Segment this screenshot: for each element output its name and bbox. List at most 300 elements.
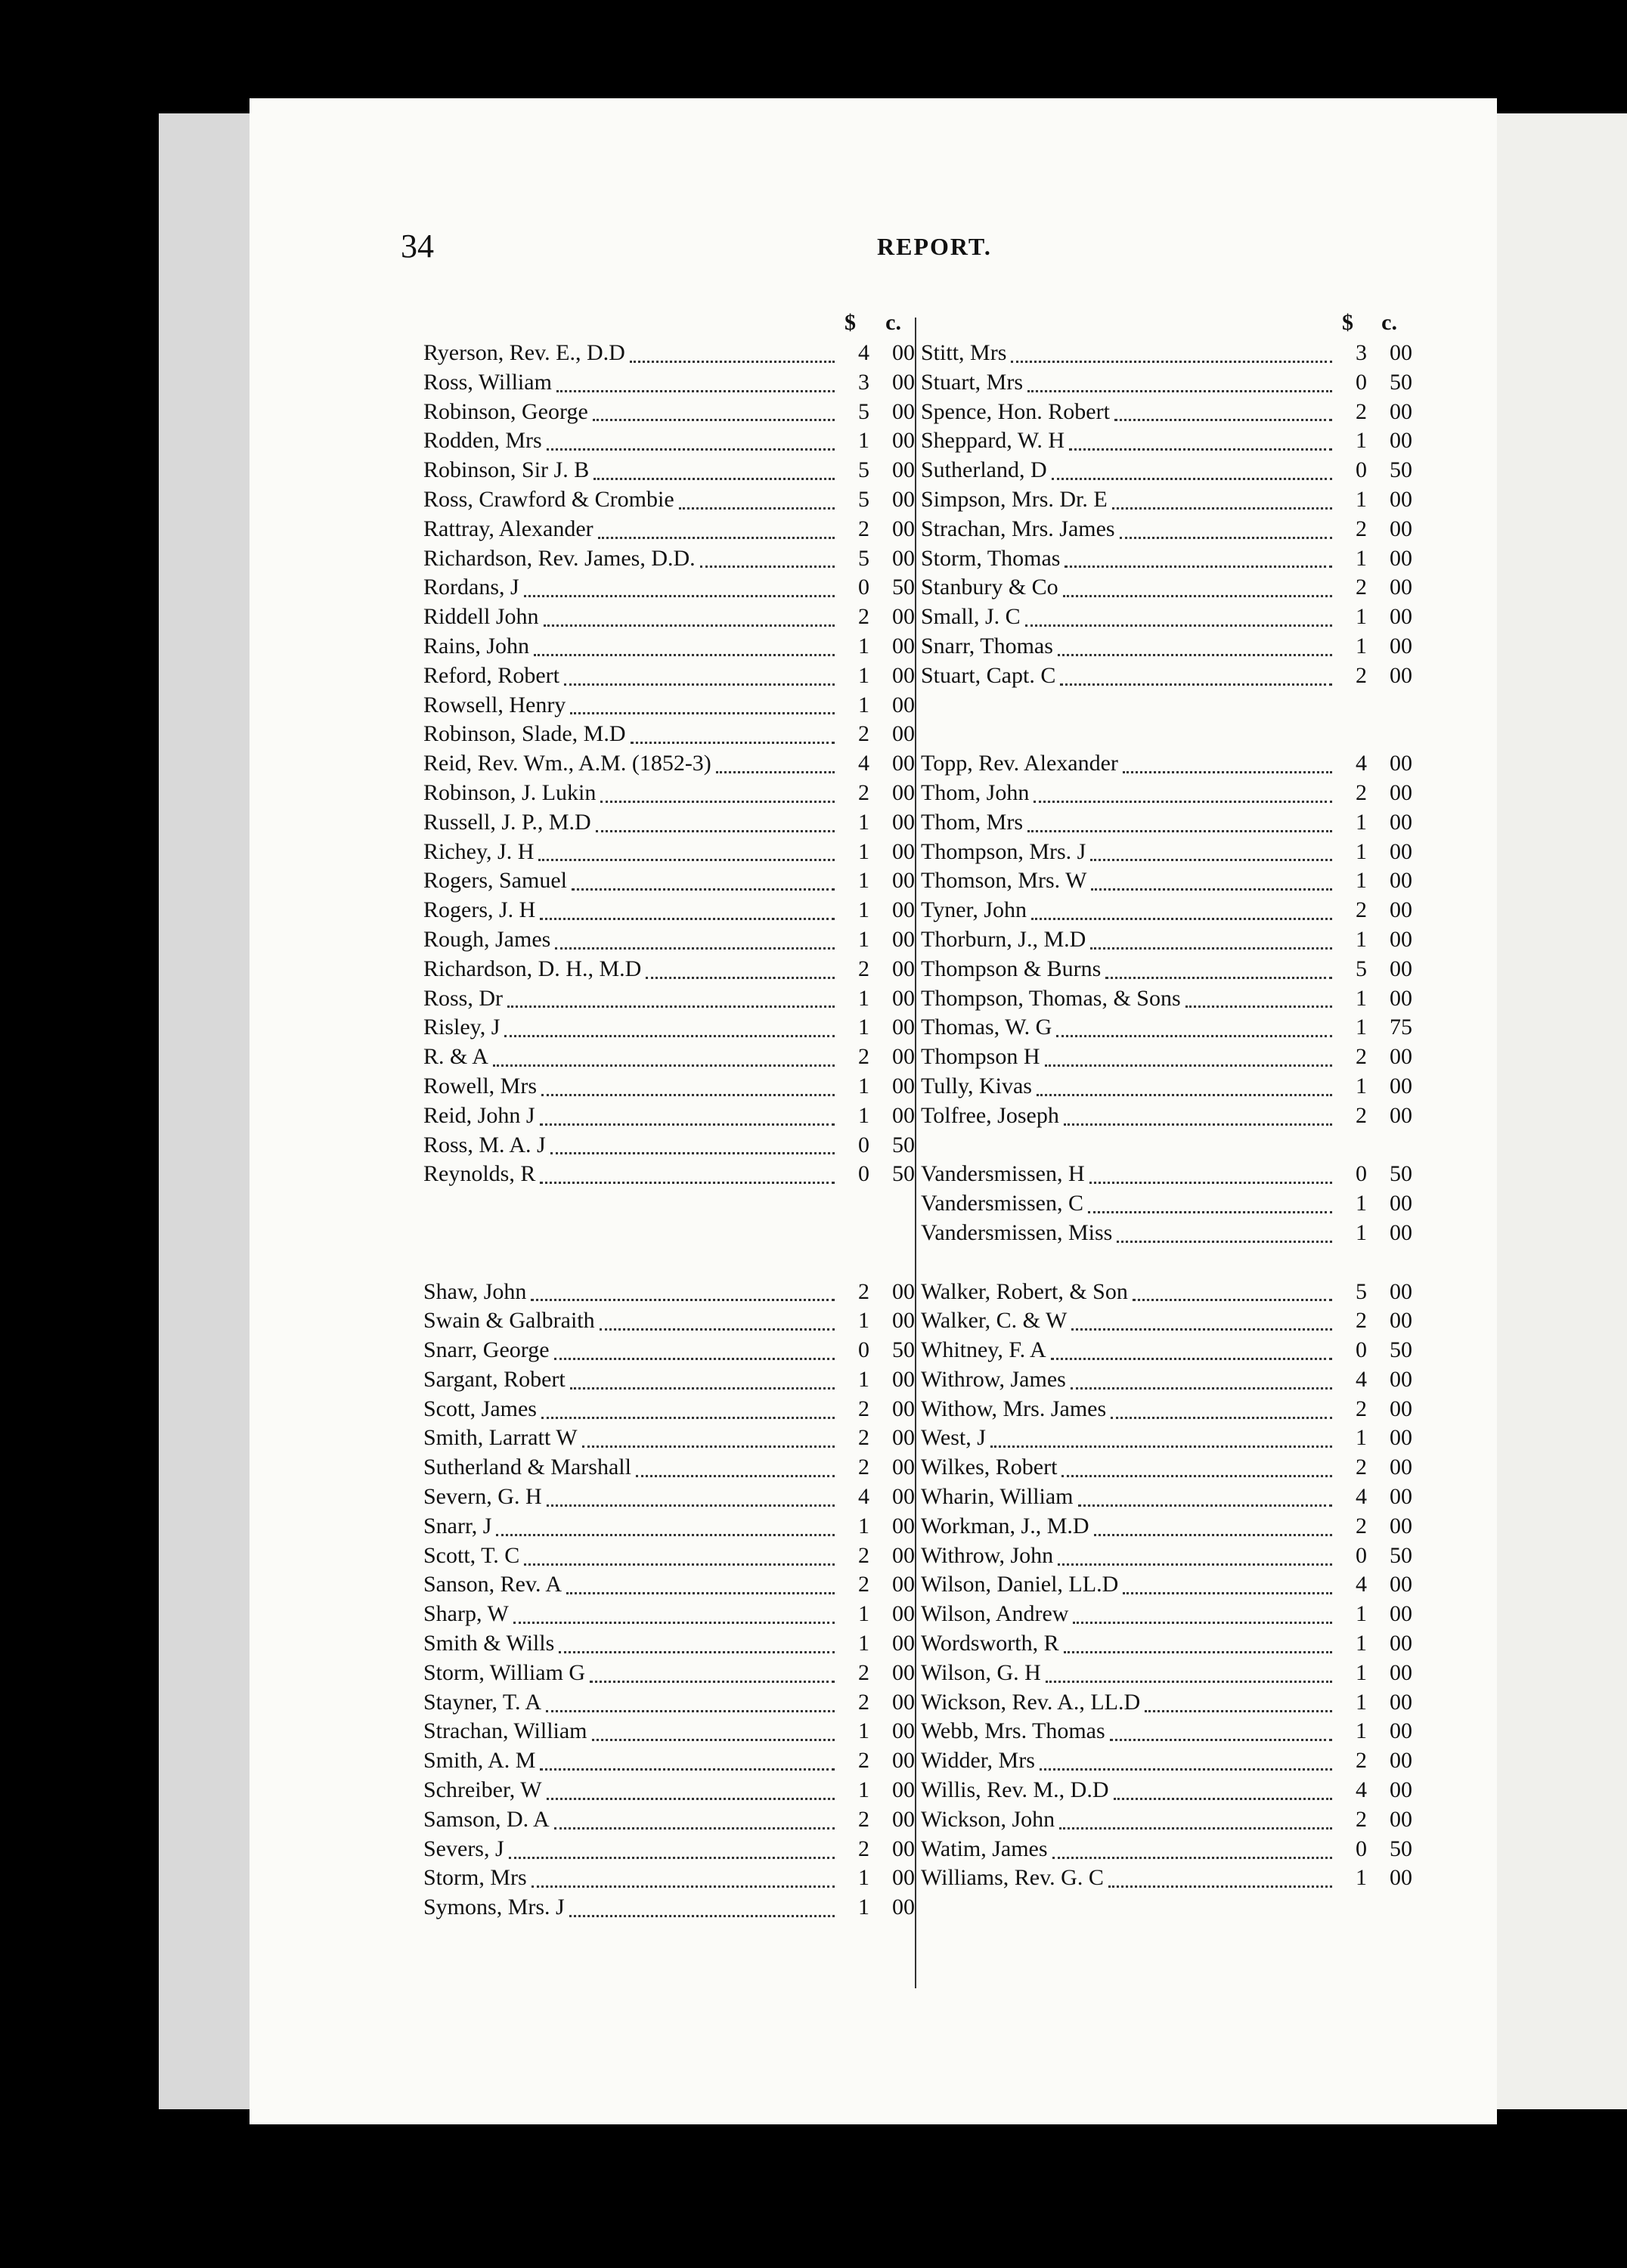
amount-cents: 00 (1390, 1513, 1412, 1538)
dot-leader (1133, 1282, 1332, 1301)
subscriber-row (423, 339, 915, 368)
amount-cents: 00 (1390, 1601, 1412, 1627)
amount-cents: 00 (1390, 1718, 1412, 1744)
subscriber-name: Thompson, Thomas, & Sons (921, 985, 1181, 1011)
amount-cents: 00 (1390, 1191, 1412, 1216)
subscriber-list-right (921, 339, 1435, 1893)
dot-leader (1056, 1018, 1332, 1037)
subscriber-row (921, 1013, 1435, 1043)
subscriber-name: Samson, D. A (423, 1806, 550, 1832)
amount-cents: 00 (1390, 897, 1412, 923)
document-page (249, 98, 1497, 2124)
amount-cents: 00 (892, 1601, 915, 1627)
amount-cents: 00 (892, 486, 915, 512)
amount-dollars: 4 (858, 751, 869, 776)
amount-cents: 00 (892, 1396, 915, 1421)
subscriber-row (423, 749, 915, 779)
subscriber-row (921, 485, 1435, 515)
dot-leader (1090, 931, 1332, 950)
subscriber-name: Storm, Mrs (423, 1865, 527, 1891)
running-head-title: REPORT. (877, 233, 992, 260)
amount-dollars: 2 (1356, 1044, 1367, 1070)
subscriber-name: Reid, Rev. Wm., A.M. (1852-3) (423, 751, 711, 776)
subscriber-name: Small, J. C (921, 604, 1021, 630)
amount-cents: 00 (892, 1366, 915, 1392)
amount-cents: 00 (1390, 868, 1412, 894)
amount-dollars: 5 (1356, 956, 1367, 981)
subscriber-name: Smith, A. M (423, 1748, 536, 1774)
amount-dollars: 3 (1356, 340, 1367, 365)
dot-leader (541, 1077, 835, 1096)
amount-dollars: 1 (1356, 428, 1367, 454)
amount-dollars: 1 (858, 1073, 869, 1098)
subscriber-row (423, 779, 915, 808)
amount-dollars: 2 (858, 779, 869, 805)
subscriber-row (423, 866, 915, 896)
amount-cents: 00 (892, 721, 915, 747)
amount-cents: 00 (892, 457, 915, 483)
amount-cents: 00 (1390, 1455, 1412, 1480)
amount-dollars: 1 (1356, 1219, 1367, 1245)
right-column (921, 310, 1435, 1893)
subscriber-row (921, 1864, 1435, 1893)
dot-leader (1027, 813, 1332, 832)
amount-cents: 00 (892, 428, 915, 454)
subscriber-name: Symons, Mrs. J (423, 1895, 565, 1920)
amount-cents: 00 (892, 1455, 915, 1480)
amount-dollars: 2 (1356, 1396, 1367, 1421)
dot-leader (540, 1165, 835, 1184)
subscriber-name: Thomas, W. G (921, 1015, 1052, 1040)
amount-dollars: 2 (1356, 662, 1367, 688)
dot-leader (593, 402, 835, 421)
dot-leader (631, 725, 835, 744)
subscriber-row (921, 1101, 1435, 1131)
subscriber-row (921, 544, 1435, 574)
dot-leader (1123, 754, 1332, 773)
amount-cents: 00 (892, 516, 915, 541)
amount-dollars: 0 (858, 1337, 869, 1363)
subscriber-name: Topp, Rev. Alexander (921, 751, 1118, 776)
subscriber-name: Shaw, John (423, 1278, 527, 1304)
subscriber-row (921, 1541, 1435, 1571)
amount-dollars: 1 (1356, 1073, 1367, 1098)
subscriber-row (423, 896, 915, 925)
dot-leader (507, 989, 835, 1008)
subscriber-name: Stanbury & Co (921, 575, 1058, 600)
amount-cents: 00 (892, 369, 915, 395)
subscriber-name: Stuart, Capt. C (921, 662, 1056, 688)
subscriber-name: Thompson & Burns (921, 956, 1102, 981)
subscriber-row (423, 1013, 915, 1043)
dot-leader (1120, 520, 1332, 539)
amount-dollars: 1 (858, 1015, 869, 1040)
amount-dollars: 1 (858, 633, 869, 658)
dot-leader (630, 344, 835, 363)
subscriber-row (423, 1512, 915, 1541)
dot-leader (547, 1781, 835, 1800)
subscriber-row (423, 1570, 915, 1600)
amount-dollars: 2 (1356, 1748, 1367, 1774)
subscriber-name: Rogers, J. H (423, 897, 536, 923)
subscriber-name: Thom, Mrs (921, 809, 1023, 835)
amount-cents: 00 (1390, 604, 1412, 630)
amount-cents: 00 (1390, 1484, 1412, 1510)
subscriber-name: Wilkes, Robert (921, 1455, 1058, 1480)
subscriber-name: Tolfree, Joseph (921, 1102, 1059, 1128)
subscriber-name: Ross, Dr (423, 985, 504, 1011)
group-spacer (423, 1219, 915, 1248)
subscriber-name: Richardson, D. H., M.D (423, 956, 642, 981)
subscriber-name: Widder, Mrs (921, 1748, 1035, 1774)
amount-dollars: 2 (1356, 1308, 1367, 1334)
subscriber-name: Wilson, Daniel, LL.D (921, 1572, 1119, 1597)
amount-dollars: 1 (1356, 1865, 1367, 1891)
subscriber-name: Wordsworth, R (921, 1631, 1059, 1656)
amount-cents: 50 (892, 1132, 915, 1157)
subscriber-row (423, 1043, 915, 1072)
subscriber-row (423, 1629, 915, 1659)
subscriber-row (423, 1395, 915, 1424)
subscriber-name: Risley, J (423, 1015, 500, 1040)
amount-cents: 00 (1390, 1572, 1412, 1597)
amount-dollars: 2 (1356, 1455, 1367, 1480)
amount-cents: 00 (1390, 1689, 1412, 1715)
dot-leader (1011, 344, 1332, 363)
subscriber-name: Thorburn, J., M.D (921, 926, 1086, 952)
subscriber-row (423, 1805, 915, 1835)
amount-dollars: 2 (858, 1455, 869, 1480)
subscriber-name: Ross, William (423, 369, 552, 395)
amount-cents: 00 (892, 1425, 915, 1451)
subscriber-row (921, 1776, 1435, 1805)
subscriber-row (423, 603, 915, 632)
amount-dollars: 2 (858, 721, 869, 747)
amount-dollars: 2 (858, 1396, 869, 1421)
amount-dollars: 1 (858, 1308, 869, 1334)
dot-leader (679, 491, 835, 510)
subscriber-name: Vandersmissen, Miss (921, 1219, 1113, 1245)
dot-leader (559, 1634, 835, 1653)
subscriber-row (921, 1395, 1435, 1424)
dot-leader (504, 1018, 835, 1037)
subscriber-row (921, 1805, 1435, 1835)
dot-leader (1073, 1605, 1332, 1624)
amount-dollars: 5 (858, 545, 869, 571)
dot-leader (600, 1312, 835, 1331)
amount-dollars: 1 (1356, 1601, 1367, 1627)
amount-cents: 00 (892, 751, 915, 776)
subscriber-row (423, 720, 915, 749)
dot-leader (550, 1136, 835, 1154)
dot-leader (496, 1517, 835, 1536)
subscriber-row (921, 984, 1435, 1014)
amount-dollars: 0 (1356, 1836, 1367, 1861)
amount-cents: 00 (1390, 1777, 1412, 1803)
amount-dollars: 1 (1356, 545, 1367, 571)
amount-dollars: 2 (858, 1278, 869, 1304)
group-spacer (921, 720, 1435, 749)
dot-leader (1112, 491, 1332, 510)
subscriber-name: Willis, Rev. M., D.D (921, 1777, 1109, 1803)
subscriber-row (921, 1600, 1435, 1629)
subscriber-row (423, 456, 915, 485)
subscriber-row (921, 456, 1435, 485)
amount-cents: 00 (892, 1308, 915, 1334)
amount-cents: 00 (1390, 340, 1412, 365)
amount-dollars: 1 (858, 1865, 869, 1891)
amount-dollars: 2 (858, 516, 869, 541)
subscriber-name: Rains, John (423, 633, 530, 658)
amount-dollars: 2 (1356, 516, 1367, 541)
subscriber-name: Thomson, Mrs. W (921, 868, 1087, 894)
amount-cents: 00 (1390, 398, 1412, 424)
amount-dollars: 2 (858, 1572, 869, 1597)
amount-cents: 00 (892, 1718, 915, 1744)
dot-leader (1051, 1341, 1332, 1360)
amount-dollars: 1 (858, 1895, 869, 1920)
subscriber-name: Schreiber, W (423, 1777, 542, 1803)
amount-cents: 50 (892, 1337, 915, 1363)
dot-leader (1091, 872, 1332, 891)
amount-dollars: 2 (1356, 1806, 1367, 1832)
group-spacer (423, 1248, 915, 1278)
subscriber-name: Wilson, G. H (921, 1659, 1041, 1685)
subscriber-row (921, 1306, 1435, 1336)
amount-dollars: 1 (858, 838, 869, 864)
subscriber-row (423, 1131, 915, 1160)
subscriber-name: Smith & Wills (423, 1631, 555, 1656)
amount-dollars: 2 (858, 1659, 869, 1685)
subscriber-name: Rattray, Alexander (423, 516, 593, 541)
subscriber-row (921, 662, 1435, 691)
dot-leader (524, 578, 835, 597)
subscriber-row (921, 1688, 1435, 1718)
subscriber-name: Stayner, T. A (423, 1689, 542, 1715)
dot-leader (1065, 549, 1332, 568)
amount-cents: 00 (892, 662, 915, 688)
amount-cents: 00 (1390, 1425, 1412, 1451)
subscriber-name: Stuart, Mrs (921, 369, 1023, 395)
amount-dollars: 5 (1356, 1278, 1367, 1304)
amount-dollars: 0 (1356, 369, 1367, 395)
amount-dollars: 2 (858, 1542, 869, 1568)
dot-leader (1052, 461, 1332, 480)
amount-cents: 00 (1390, 1865, 1412, 1891)
group-spacer (921, 691, 1435, 720)
dot-leader (570, 696, 835, 714)
dot-leader (1031, 901, 1332, 920)
subscriber-row (921, 368, 1435, 398)
amount-dollars: 1 (1356, 1631, 1367, 1656)
subscriber-row (423, 1541, 915, 1571)
dot-leader (990, 1429, 1332, 1448)
subscriber-name: Withow, Mrs. James (921, 1396, 1107, 1421)
amount-dollars: 1 (858, 1631, 869, 1656)
subscriber-name: Workman, J., M.D (921, 1513, 1089, 1538)
amount-cents: 00 (1390, 956, 1412, 981)
dot-leader (1061, 1458, 1332, 1477)
amount-cents: 00 (1390, 1308, 1412, 1334)
subscriber-row (423, 1160, 915, 1189)
amount-cents: 00 (1390, 1748, 1412, 1774)
subscriber-name: Ross, M. A. J (423, 1132, 546, 1157)
dot-leader (1060, 667, 1332, 686)
amount-cents: 00 (892, 1278, 915, 1304)
dot-leader (600, 784, 835, 803)
dot-leader (1089, 1165, 1332, 1184)
amount-cents: 00 (892, 985, 915, 1011)
subscriber-row (921, 1424, 1435, 1453)
amount-dollars: 1 (858, 868, 869, 894)
amount-dollars: 2 (1356, 1513, 1367, 1538)
dot-leader (1034, 784, 1332, 803)
subscriber-row (423, 1864, 915, 1893)
dot-leader (1094, 1517, 1332, 1536)
subscriber-name: Rordans, J (423, 575, 519, 600)
dot-leader (538, 842, 835, 861)
subscriber-name: Wickson, Rev. A., LL.D (921, 1689, 1141, 1715)
amount-cents: 00 (1390, 1219, 1412, 1245)
subscriber-name: Walker, C. & W (921, 1308, 1068, 1334)
currency-header (423, 310, 915, 339)
subscriber-row (921, 1746, 1435, 1776)
subscriber-row (921, 1072, 1435, 1101)
amount-cents: 50 (892, 1161, 915, 1187)
amount-cents: 00 (892, 1044, 915, 1070)
dot-leader (556, 373, 835, 392)
subscriber-row (423, 1776, 915, 1805)
amount-cents: 50 (892, 575, 915, 600)
subscriber-name: Reford, Robert (423, 662, 559, 688)
group-spacer (921, 1248, 1435, 1278)
subscriber-row (423, 984, 915, 1014)
amount-cents: 50 (1390, 369, 1412, 395)
amount-dollars: 5 (858, 457, 869, 483)
subscriber-name: Snarr, J (423, 1513, 492, 1538)
amount-cents: 00 (892, 1806, 915, 1832)
subscriber-name: Stitt, Mrs (921, 340, 1007, 365)
dot-leader (534, 637, 835, 656)
subscriber-name: Thom, John (921, 779, 1030, 805)
facing-page-edge (1497, 113, 1627, 2109)
amount-dollars: 4 (858, 1484, 869, 1510)
amount-cents: 00 (1390, 779, 1412, 805)
amount-cents: 50 (1390, 1836, 1412, 1861)
amount-cents: 00 (1390, 985, 1412, 1011)
amount-cents: 00 (1390, 751, 1412, 776)
page-edge-shadow (159, 113, 249, 2109)
subscriber-row (423, 368, 915, 398)
amount-cents: 00 (892, 1102, 915, 1128)
dot-leader (1052, 1840, 1332, 1859)
amount-cents: 00 (1390, 1073, 1412, 1098)
subscriber-row (921, 515, 1435, 544)
dot-leader (541, 1400, 835, 1419)
subscriber-name: Simpson, Mrs. Dr. E (921, 486, 1108, 512)
amount-dollars: 2 (858, 1425, 869, 1451)
amount-cents: 00 (1390, 1044, 1412, 1070)
cent-heading: c. (885, 310, 901, 335)
subscriber-row (921, 1043, 1435, 1072)
amount-cents: 00 (1390, 633, 1412, 658)
subscriber-row (921, 1717, 1435, 1746)
amount-dollars: 1 (1356, 604, 1367, 630)
subscriber-name: Thompson, Mrs. J (921, 838, 1086, 864)
dot-leader (1088, 1194, 1332, 1213)
subscriber-name: Rogers, Samuel (423, 868, 567, 894)
dot-leader (1058, 637, 1332, 656)
amount-dollars: 0 (858, 1132, 869, 1157)
subscriber-row (921, 749, 1435, 779)
subscriber-row (921, 426, 1435, 456)
subscriber-name: Sharp, W (423, 1601, 509, 1627)
amount-dollars: 1 (1356, 868, 1367, 894)
subscriber-row (423, 1072, 915, 1101)
subscriber-row (423, 632, 915, 662)
amount-dollars: 1 (1356, 838, 1367, 864)
amount-cents: 00 (892, 1748, 915, 1774)
amount-cents: 00 (1390, 575, 1412, 600)
subscriber-row (921, 779, 1435, 808)
dot-leader (547, 1488, 835, 1507)
amount-dollars: 0 (1356, 1542, 1367, 1568)
subscriber-row (423, 1483, 915, 1512)
amount-dollars: 1 (858, 985, 869, 1011)
subscriber-row (423, 1424, 915, 1453)
subscriber-name: Vandersmissen, H (921, 1161, 1085, 1187)
dot-leader (524, 1547, 835, 1566)
subscriber-name: Storm, William G (423, 1659, 586, 1685)
dot-leader (1046, 1664, 1332, 1683)
amount-dollars: 2 (1356, 398, 1367, 424)
dollar-heading: $ (1342, 310, 1353, 335)
amount-cents: 00 (1390, 662, 1412, 688)
amount-cents: 00 (892, 1015, 915, 1040)
amount-dollars: 2 (858, 956, 869, 981)
subscriber-row (423, 1688, 915, 1718)
dot-leader (546, 1693, 835, 1712)
amount-cents: 00 (892, 1631, 915, 1656)
dot-leader (1027, 373, 1332, 392)
amount-cents: 00 (1390, 1366, 1412, 1392)
cent-heading: c. (1381, 310, 1397, 335)
dot-leader (1117, 1224, 1332, 1243)
dot-leader (1064, 1634, 1332, 1653)
subscriber-row (921, 1189, 1435, 1219)
amount-dollars: 0 (858, 1161, 869, 1187)
subscriber-name: Withrow, John (921, 1542, 1054, 1568)
subscriber-row (423, 1365, 915, 1395)
subscriber-name: Rough, James (423, 926, 551, 952)
amount-dollars: 2 (858, 604, 869, 630)
amount-cents: 00 (1390, 516, 1412, 541)
subscriber-row (921, 1365, 1435, 1395)
dot-leader (593, 461, 835, 480)
amount-cents: 00 (892, 398, 915, 424)
amount-dollars: 1 (1356, 486, 1367, 512)
subscriber-row (423, 544, 915, 574)
dot-leader (1063, 578, 1332, 597)
subscriber-row (423, 485, 915, 515)
amount-dollars: 0 (1356, 1161, 1367, 1187)
subscriber-name: Riddell John (423, 604, 539, 630)
subscriber-name: Reynolds, R (423, 1161, 536, 1187)
amount-cents: 00 (892, 1513, 915, 1538)
subscriber-name: Robinson, Slade, M.D (423, 721, 626, 747)
amount-cents: 00 (892, 868, 915, 894)
subscriber-name: Swain & Galbraith (423, 1308, 595, 1334)
